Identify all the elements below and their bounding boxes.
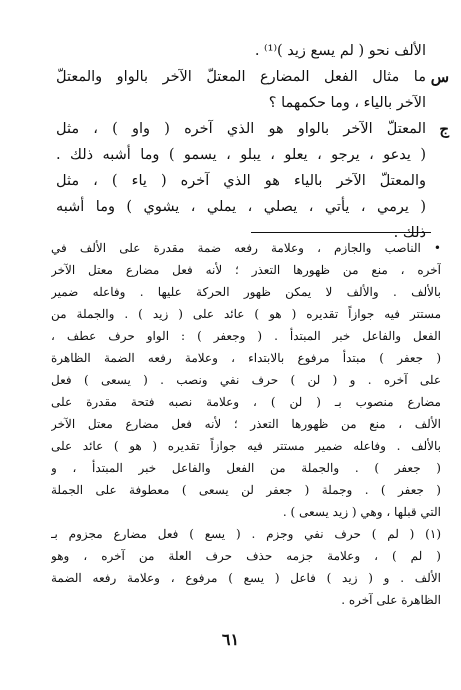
footnote-line: مضارع منصوب بـ ( لن ) ، وعلامة نصبه فتحة مقدرة على <box>51 395 441 409</box>
footnote-line: ( جعفر ) . والجملة من الفعل والفاعل خبر المبتدأ ، و <box>51 461 441 475</box>
footnote-line: • الناصب والجازم ، وعلامة رفعه ضمة مقدرة على الألف في <box>51 241 441 255</box>
footnote-1-line: الألف . و ( زيد ) فاعل ( يسع ) مرفوع ، وعلامة رفعه الضمة <box>51 571 441 585</box>
footnote-line: ( جعفر ) . وجملة ( جعفر لن يسعى ) معطوفة على الجملة <box>51 483 441 497</box>
question-marker: س <box>430 68 449 86</box>
footnote-line: الفعل والفاعل خبر المبتدأ . ( وجعفر ) : الواو حرف عطف ، <box>51 329 441 343</box>
footnote-1-line: (١) ( لم ) حرف نفي وجزم . ( يسع ) فعل مضارع مجزوم بـ <box>51 527 441 541</box>
footnote-separator <box>251 232 431 233</box>
answer-line-1: المعتلّ الآخر بالواو هو الذي آخره ( واو ) ، مثل <box>56 121 426 137</box>
answer-marker: ج <box>439 120 449 138</box>
footnote-line: آخره ، منع من ظهورها التعذر ؛ لأنه فعل مضارع معتل الآخر <box>51 263 441 277</box>
footnote-1-line: ( لم ) ، وعلامة جزمه حذف حرف العلة من آخره ، وهو <box>51 549 441 563</box>
answer-line-2: ( يدعو ، يرجو ، يعلو ، يبلو ، يسمو ) وما أشبه ذلك . <box>56 147 426 163</box>
footnote-line: الألف ، منع من ظهورها التعذر ؛ لأنه فعل مضارع معتل الآخر <box>51 417 441 431</box>
question-line-1: ما مثال الفعل المضارع المعتلّ الآخر بالواو والمعتلّ <box>56 69 426 85</box>
answer-line-3: والمعتلّ الآخر بالياء هو الذي آخره ( ياء ) ، مثل <box>56 173 426 189</box>
text-line-1: الألف نحو ( لم يسع زيد )⁽¹⁾ . <box>254 43 426 59</box>
footnote-1-line: الظاهرة على آخره . <box>341 593 441 607</box>
footnote-line: على آخره . و ( لن ) حرف نفي ونصب . ( يسعى ) فعل <box>51 373 441 387</box>
answer-line-5: ذلك . <box>393 225 426 241</box>
footnote-line: التي قبلها ، وهي ( زيد يسعى ) . <box>282 505 441 519</box>
footnote-line: مستتر فيه جوازاً تقديره ( هو ) عائد على ( زيد ) . والجملة من <box>51 307 441 321</box>
footnote-line: بالألف . وفاعله ضمير مستتر فيه جوازاً تقديره ( هو ) عائد على <box>51 439 441 453</box>
question-line-2: الآخر بالياء ، وما حكمهما ؟ <box>268 95 426 111</box>
answer-line-4: ( يرمي ، يأتي ، يصلي ، يملي ، يشوي ) وما أشبه <box>56 199 426 215</box>
page-number: ٦١ <box>221 630 240 649</box>
footnote-line: بالألف . والألف لا يمكن ظهور الحركة عليها . وفاعله ضمير <box>51 285 441 299</box>
footnote-line: ( جعفر ) مبتدأ مرفوع بالابتداء ، وعلامة رفعه الضمة الظاهرة <box>51 351 441 365</box>
